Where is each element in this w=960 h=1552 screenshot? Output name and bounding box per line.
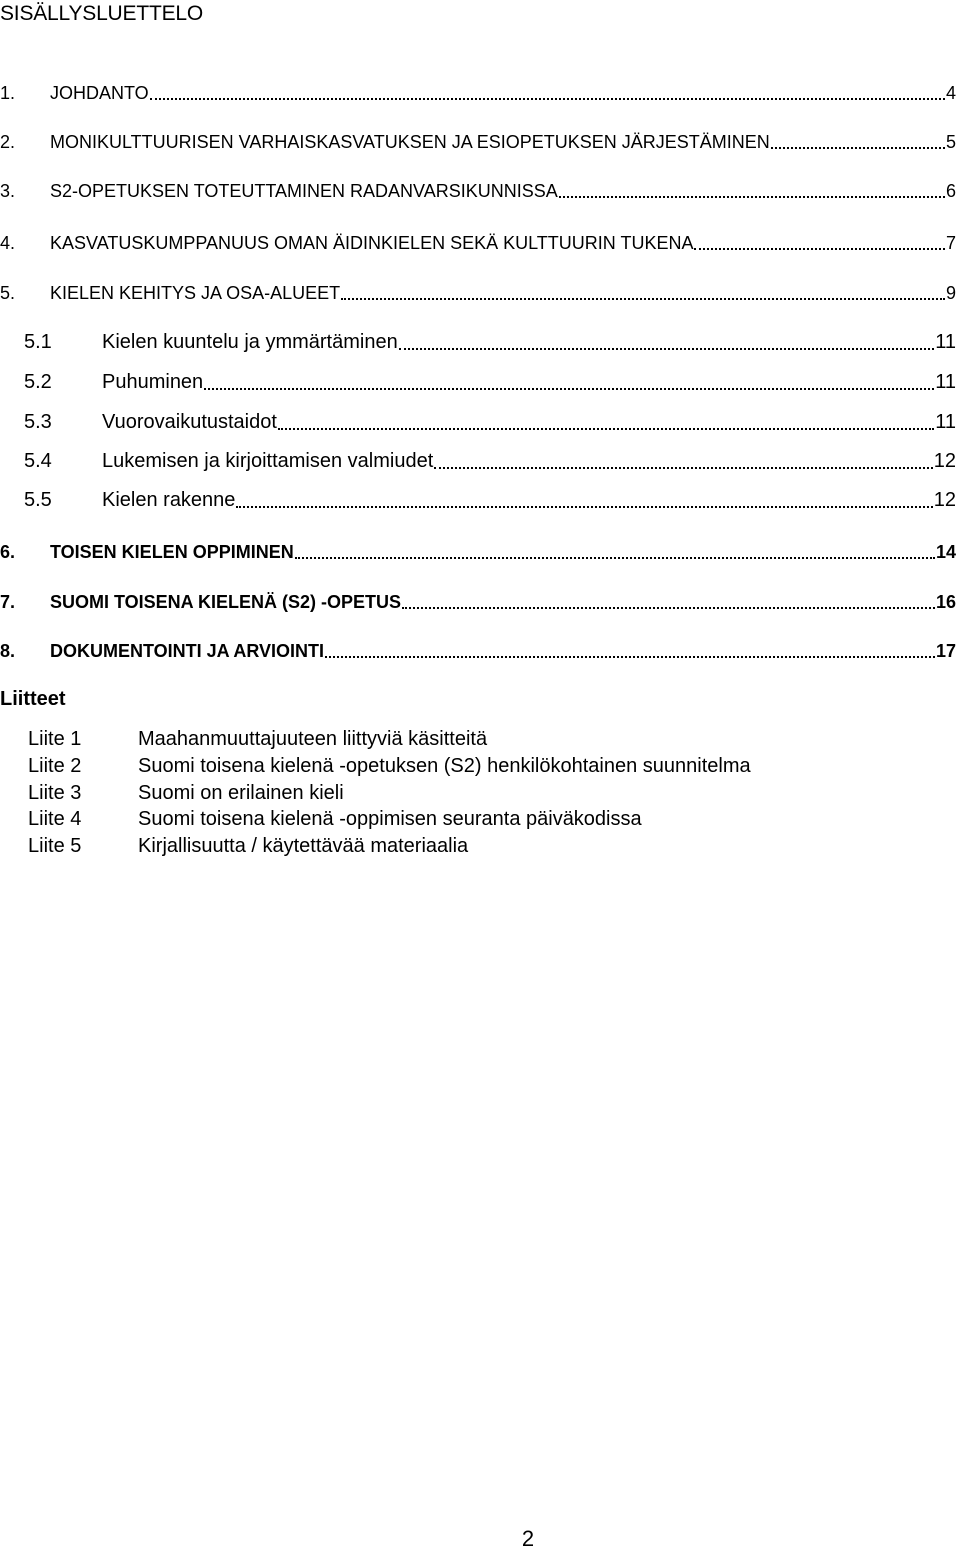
appendix-label: Liite 2 bbox=[28, 755, 82, 777]
toc-entry-5-2[interactable] bbox=[0, 368, 956, 394]
toc-entry-title: S2-OPETUKSEN TOTEUTTAMINEN RADANVARSIKUNNISSA bbox=[50, 181, 558, 201]
dot-leader bbox=[399, 348, 935, 350]
toc-entry-number: 5.4 bbox=[24, 450, 52, 472]
toc-entry-title: SUOMI TOISENA KIELENÄ (S2) -OPETUS bbox=[50, 592, 402, 612]
dot-leader bbox=[402, 607, 935, 609]
appendix-description: Maahanmuuttajuuteen liittyviä käsitteitä bbox=[138, 728, 488, 750]
toc-entry-4[interactable] bbox=[0, 228, 956, 254]
appendix-description: Kirjallisuutta / käytettävää materiaalia bbox=[138, 835, 469, 857]
toc-entry-title: Kielen kuuntelu ja ymmärtäminen bbox=[102, 331, 398, 353]
toc-entry-5-5[interactable] bbox=[0, 486, 956, 512]
toc-entry-title: Kielen rakenne bbox=[102, 489, 236, 511]
toc-entry-5-4[interactable] bbox=[0, 447, 956, 473]
toc-entry-title: Vuorovaikutustaidot bbox=[102, 411, 277, 433]
toc-entry-title: Puhuminen bbox=[102, 371, 204, 393]
toc-entry-page: 16 bbox=[935, 592, 956, 612]
toc-entry-number: 2. bbox=[0, 132, 16, 152]
dot-leader bbox=[204, 388, 934, 390]
toc-entry-title: KIELEN KEHITYS JA OSA-ALUEET bbox=[50, 283, 341, 303]
toc-entry-page: 14 bbox=[935, 542, 956, 562]
toc-entry-title: MONIKULTTUURISEN VARHAISKASVATUKSEN JA ESIOPETUKSEN JÄRJESTÄMINEN bbox=[50, 132, 770, 152]
appendix-label: Liite 3 bbox=[28, 782, 82, 804]
toc-entry-number: 4. bbox=[0, 233, 16, 253]
toc-entry-number: 5.1 bbox=[24, 331, 52, 353]
appendix-description: Suomi toisena kielenä -opetuksen (S2) henkilökohtainen suunnitelma bbox=[138, 755, 751, 777]
toc-entry-number: 5.3 bbox=[24, 411, 52, 433]
toc-entry-number: 5.2 bbox=[24, 371, 52, 393]
toc-entry-page: 12 bbox=[933, 489, 956, 511]
toc-entry-number: 5. bbox=[0, 283, 16, 303]
toc-entry-title: TOISEN KIELEN OPPIMINEN bbox=[50, 542, 294, 562]
toc-entry-page: 11 bbox=[935, 331, 956, 353]
toc-entry-number: 6. bbox=[0, 542, 16, 562]
toc-entry-page: 11 bbox=[935, 371, 956, 393]
toc-entry-5-1[interactable] bbox=[0, 328, 956, 354]
appendix-label: Liite 5 bbox=[28, 835, 82, 857]
toc-entry-number: 7. bbox=[0, 592, 16, 612]
dot-leader bbox=[434, 467, 933, 469]
page-number: 2 bbox=[521, 1526, 535, 1551]
appendix-description: Suomi toisena kielenä -oppimisen seuranta päiväkodissa bbox=[138, 808, 642, 830]
toc-entry-title: Lukemisen ja kirjoittamisen valmiudet bbox=[102, 450, 434, 472]
dot-leader bbox=[341, 298, 945, 300]
dot-leader bbox=[236, 506, 932, 508]
toc-entry-1[interactable] bbox=[0, 78, 956, 104]
dot-leader bbox=[295, 557, 935, 559]
toc-entry-title: KASVATUSKUMPPANUUS OMAN ÄIDINKIELEN SEKÄ KULTTUURIN TUKENA bbox=[50, 233, 694, 253]
toc-entry-page: 11 bbox=[935, 411, 956, 433]
appendix-label: Liite 4 bbox=[28, 808, 82, 830]
toc-entry-6[interactable] bbox=[0, 537, 956, 563]
toc-entry-number: 8. bbox=[0, 641, 16, 661]
toc-entry-page: 4 bbox=[945, 83, 956, 103]
toc-entry-2[interactable] bbox=[0, 127, 956, 153]
dot-leader bbox=[771, 147, 945, 149]
toc-entry-number: 5.5 bbox=[24, 489, 52, 511]
dot-leader bbox=[694, 248, 945, 250]
dot-leader bbox=[278, 428, 934, 430]
toc-entry-page: 5 bbox=[945, 132, 956, 152]
toc-entry-3[interactable] bbox=[0, 176, 956, 202]
appendix-description: Suomi on erilainen kieli bbox=[138, 782, 344, 804]
page-title: SISÄLLYSLUETTELO bbox=[0, 2, 203, 25]
toc-entry-page: 9 bbox=[945, 283, 956, 303]
toc-entry-number: 1. bbox=[0, 83, 16, 103]
toc-entry-page: 6 bbox=[945, 181, 956, 201]
toc-entry-8[interactable] bbox=[0, 636, 956, 662]
dot-leader bbox=[150, 98, 945, 100]
toc-entry-7[interactable] bbox=[0, 587, 956, 613]
toc-entry-page: 12 bbox=[933, 450, 956, 472]
toc-entry-page: 17 bbox=[935, 641, 956, 661]
toc-entry-5[interactable] bbox=[0, 278, 956, 304]
dot-leader bbox=[325, 656, 935, 658]
appendix-label: Liite 1 bbox=[28, 728, 82, 750]
toc-entry-5-3[interactable] bbox=[0, 408, 956, 434]
dot-leader bbox=[559, 196, 945, 198]
appendices-heading: Liitteet bbox=[0, 688, 66, 710]
toc-entry-title: DOKUMENTOINTI JA ARVIOINTI bbox=[50, 641, 325, 661]
toc-entry-page: 7 bbox=[945, 233, 956, 253]
toc-entry-number: 3. bbox=[0, 181, 16, 201]
toc-entry-title: JOHDANTO bbox=[50, 83, 149, 103]
